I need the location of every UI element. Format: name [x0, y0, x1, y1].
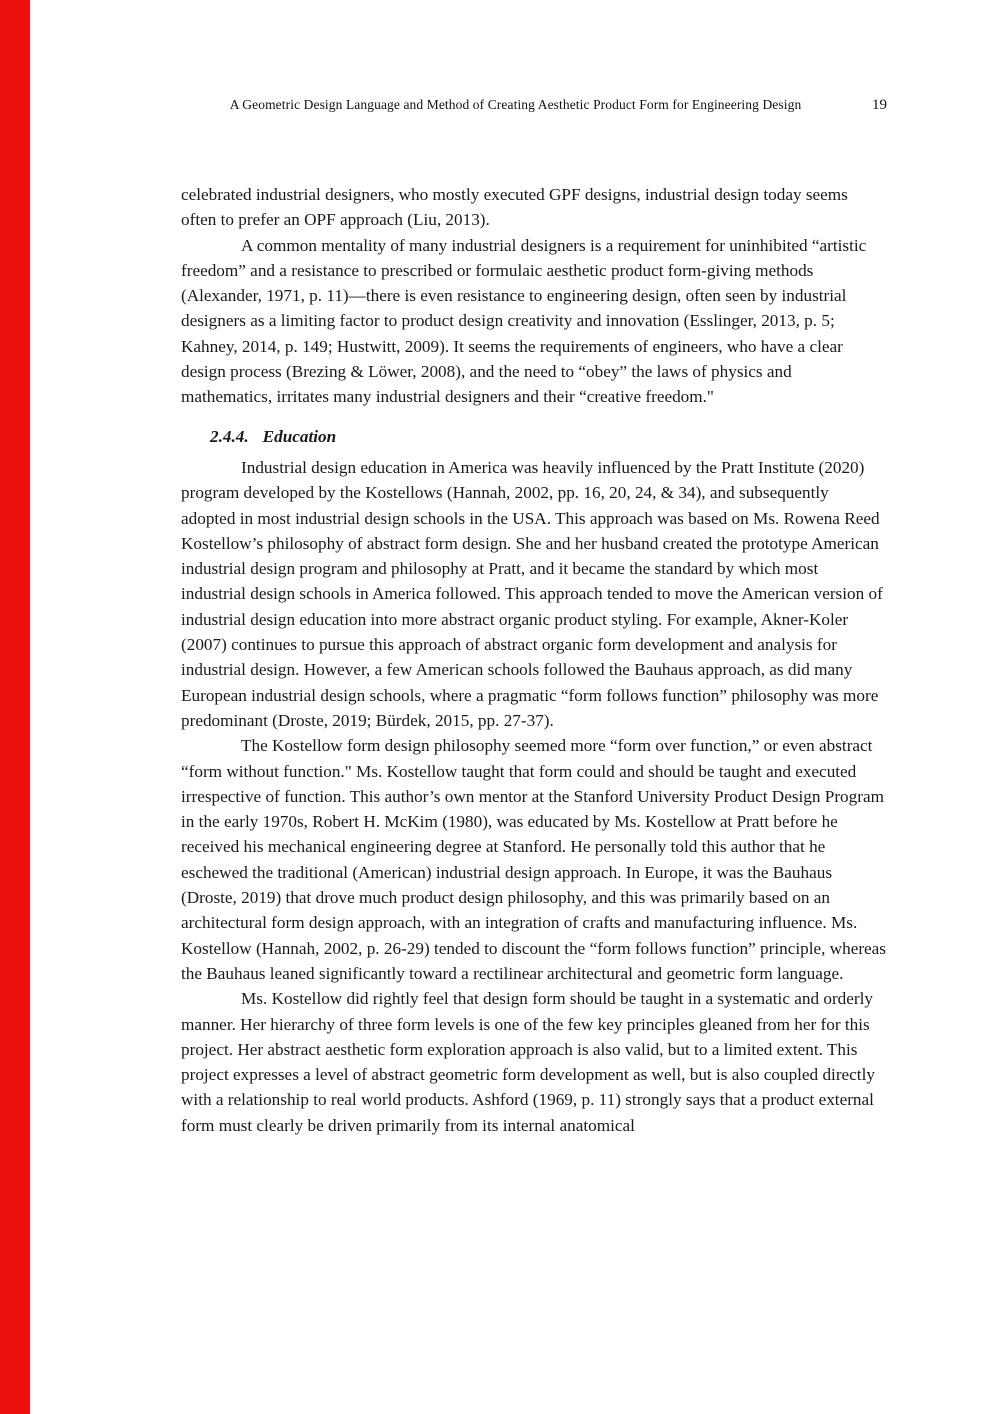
running-header — [181, 97, 887, 114]
left-margin-accent-bar — [0, 0, 30, 1414]
paragraph: Industrial design education in America was heavily influenced by the Pratt Institute (2020) program developed by the Kostellows (Hannah, 2002, pp. 16, 20, 24, & 34), and subsequently adopted in most industrial design schools in the USA. This approach was based on Ms. Rowena Reed Kostellow’s philosophy of abstract form design. She and her husband created the prototype American industrial design program and philosophy at Pratt, and it became the standard by which most industrial design schools in America followed. This approach tended to move the American version of industrial design education into more abstract organic product styling. For example, Akner-Koler (2007) continues to pursue this approach of abstract organic form development and analysis for industrial design. However, a few American schools followed the Bauhaus approach, as did many European industrial design schools, where a pragmatic “form follows function” philosophy was more predominant (Droste, 2019; Bürdek, 2015, pp. 27-37). — [181, 457, 883, 730]
section-heading-number: 2.4.4. — [210, 426, 249, 446]
page-body — [181, 182, 887, 1138]
paragraph: celebrated industrial designers, who mostly executed GPF designs, industrial design today seems often to prefer an OPF approach (Liu, 2013). — [181, 185, 848, 230]
paragraph: A common mentality of many industrial designers is a requirement for uninhibited “artistic freedom” and a resistance to prescribed or formulaic aesthetic product form-giving methods (Alexander, 1971, p. 11)—there is even resistance to engineering design, often seen by industrial designers as a limiting factor to product design creativity and innovation (Esslinger, 2013, p. 5; Kahney, 2014, p. 149; Hustwitt, 2009). It seems the requirements of engineers, who have a clear design process (Brezing & Löwer, 2008), and the need to “obey” the laws of physics and mathematics, irritates many industrial designers and their “creative freedom." — [181, 235, 867, 407]
paragraph: Ms. Kostellow did rightly feel that design form should be taught in a systematic and orderly manner. Her hierarchy of three form levels is one of the few key principles gleaned from her for this project. Her abstract aesthetic form exploration approach is also valid, but to a limited extent. This project expresses a level of abstract geometric form development as well, but is also coupled directly with a relationship to real world products. Ashford (1969, p. 11) strongly says that a product external form must clearly be driven primarily from its internal anatomical — [181, 989, 875, 1135]
page-number: 19 — [872, 97, 887, 113]
paragraph: The Kostellow form design philosophy seemed more “form over function,” or even abstract “form without function." Ms. Kostellow taught that form could and should be taught and executed irrespective of function. This author’s own mentor at the Stanford University Product Design Program in the early 1970s, Robert H. McKim (1980), was educated by Ms. Kostellow at Pratt before he received his mechanical engineering degree at Stanford. He personally told this author that he eschewed the traditional (American) industrial design approach. In Europe, it was the Bauhaus (Droste, 2019) that drove much product design philosophy, and this was primarily based on an architectural form design approach, with an integration of crafts and manufacturing influence. Ms. Kostellow (Hannah, 2002, p. 26-29) tended to discount the “form follows function” principle, whereas the Bauhaus leaned significantly toward a rectilinear architectural and geometric form language. — [181, 736, 886, 983]
section-heading-title: Education — [262, 426, 337, 446]
running-header-title: A Geometric Design Language and Method of Creating Aesthetic Product Form for Engineering Design — [229, 97, 802, 112]
section-heading — [210, 424, 887, 449]
